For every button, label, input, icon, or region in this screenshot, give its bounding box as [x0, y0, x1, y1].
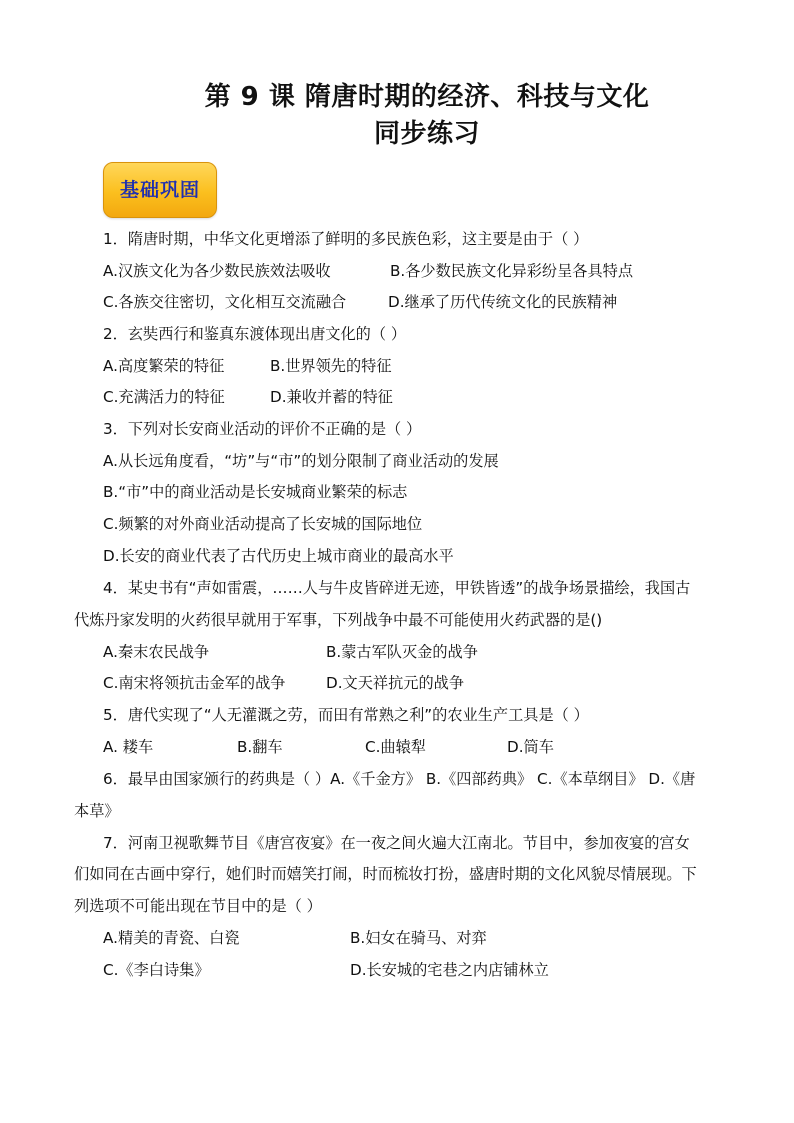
- question-1-option-c: C.各族交往密切，文化相互交流融合: [103, 293, 347, 311]
- question-2-option-a: A.高度繁荣的特征: [103, 357, 225, 375]
- question-7-option-a: A.精美的青瓷、白瓷: [103, 929, 240, 947]
- question-4-option-b: B.蒙古军队灭金的战争: [326, 643, 478, 661]
- question-1-option-b: B.各少数民族文化异彩纷呈各具特点: [390, 262, 634, 280]
- question-4-option-c: C.南宋将领抗击金军的战争: [103, 674, 286, 692]
- question-7-stem-line-2: 们如同在古画中穿行，她们时而嬉笑打闹，时而梳妆打扮，盛唐时期的文化风貌尽情展现。下: [74, 865, 697, 883]
- question-3-option-d: D.长安的商业代表了古代历史上城市商业的最高水平: [103, 547, 454, 565]
- question-3-option-c: C.频繁的对外商业活动提高了长安城的国际地位: [103, 515, 423, 533]
- question-1-option-d: D.继承了历代传统文化的民族精神: [388, 293, 618, 311]
- question-7-option-c: C.《李白诗集》: [103, 961, 210, 979]
- section-badge: [103, 162, 217, 218]
- question-6-line-2: 本草》: [74, 802, 120, 820]
- question-2-option-d: D.兼收并蓄的特征: [270, 388, 393, 406]
- question-5-option-b: B.翻车: [237, 738, 283, 756]
- question-7-stem-line-1: 7．河南卫视歌舞节目《唐宫夜宴》在一夜之间火遍大江南北。节目中，参加夜宴的宫女: [103, 834, 690, 852]
- question-1-option-a: A.汉族文化为各少数民族效法吸收: [103, 262, 331, 280]
- question-6-line-1: 6．最早由国家颁行的药典是（ ）A.《千金方》 B.《四部药典》 C.《本草纲目》 D.《唐: [103, 770, 696, 788]
- question-7-option-b: B.妇女在骑马、对弈: [350, 929, 487, 947]
- question-5-option-a: A. 耧车: [103, 738, 154, 756]
- question-3-option-b: B.“市”中的商业活动是长安城商业繁荣的标志: [103, 483, 408, 501]
- question-4-stem-line-2: 代炼丹家发明的火药很早就用于军事，下列战争中最不可能使用火药武器的是(): [74, 611, 603, 629]
- question-2-option-c: C.充满活力的特征: [103, 388, 225, 406]
- question-7-option-d: D.长安城的宅巷之内店铺林立: [350, 961, 549, 979]
- question-4-option-d: D.文天祥抗元的战争: [326, 674, 465, 692]
- question-5-option-c: C.曲辕犁: [365, 738, 426, 756]
- question-5-stem: 5．唐代实现了“人无灌溉之劳，而田有常熟之利”的农业生产工具是（ ）: [103, 706, 589, 724]
- question-2-option-b: B.世界领先的特征: [270, 357, 392, 375]
- page-subtitle: 同步练习: [373, 119, 480, 149]
- question-2-stem: 2．玄奘西行和鉴真东渡体现出唐文化的（ ）: [103, 325, 407, 343]
- question-1-stem: 1．隋唐时期，中华文化更增添了鲜明的多民族色彩，这主要是由于（ ）: [103, 230, 589, 248]
- question-4-option-a: A.秦末农民战争: [103, 643, 210, 661]
- section-badge-label: 基础巩固: [119, 179, 200, 201]
- question-5-option-d: D.筒车: [507, 738, 554, 756]
- question-4-stem-line-1: 4．某史书有“声如雷震，……人与牛皮皆碎迸无迹，甲铁皆透”的战争场景描绘，我国古: [103, 579, 691, 597]
- page-title: 第 9 课 隋唐时期的经济、科技与文化: [204, 82, 650, 112]
- question-3-stem: 3．下列对长安商业活动的评价不正确的是（ ）: [103, 420, 422, 438]
- question-7-stem-line-3: 列选项不可能出现在节目中的是（ ）: [74, 897, 322, 915]
- question-3-option-a: A.从长远角度看，“坊”与“市”的划分限制了商业活动的发展: [103, 452, 499, 470]
